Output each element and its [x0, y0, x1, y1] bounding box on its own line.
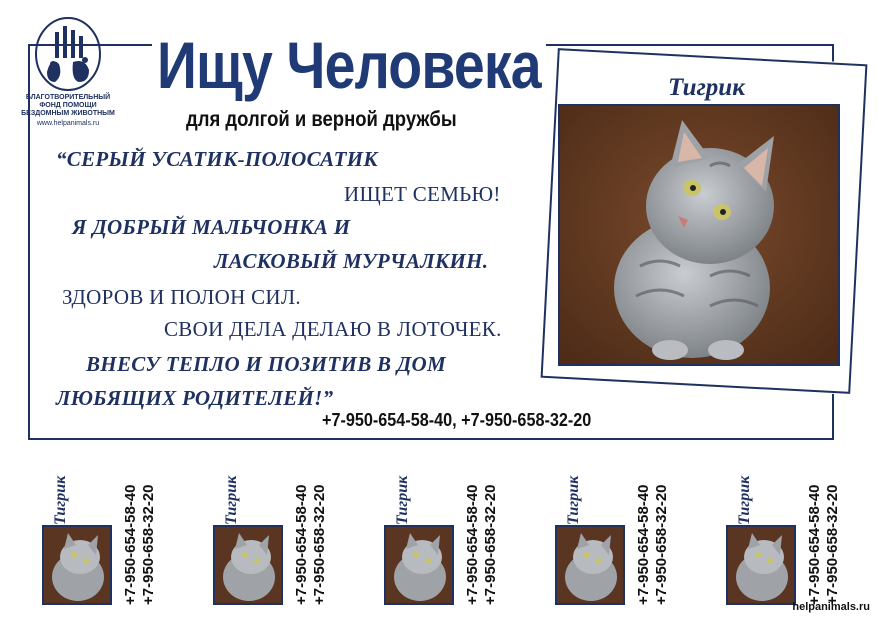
- tear-off-photo: [555, 525, 625, 605]
- logo-text-line: БЛАГОТВОРИТЕЛЬНЫЙ: [25, 94, 111, 101]
- cat-thumbnail-image: [728, 527, 794, 603]
- tear-off-phone: +7-950-658-32-20: [311, 484, 328, 605]
- contact-phones: +7-950-654-58-40, +7-950-658-32-20: [322, 410, 592, 430]
- tear-off-name: Тигрик: [223, 475, 240, 525]
- subheadline: для долгой и верной дружбы: [186, 108, 457, 131]
- tear-off-phone: +7-950-654-58-40: [464, 484, 481, 605]
- foundation-logo: [18, 14, 118, 140]
- tear-off-name: Тигрик: [394, 475, 411, 525]
- tear-off-phone: +7-950-654-58-40: [806, 484, 823, 605]
- tear-off-phone: +7-950-654-58-40: [635, 484, 652, 605]
- tear-off-phone: +7-950-654-58-40: [122, 484, 139, 605]
- tear-off-photo: [384, 525, 454, 605]
- verse-line: ЗДОРОВ И ПОЛОН СИЛ.: [62, 285, 301, 309]
- logo-text-line: ФОНД ПОМОЩИ: [39, 102, 97, 109]
- cat-thumbnail-image: [386, 527, 452, 603]
- cat-thumbnail-image: [44, 527, 110, 603]
- tear-off-strip[interactable]: [199, 455, 349, 613]
- tear-off-photo: [213, 525, 283, 605]
- cat-thumbnail-image: [557, 527, 623, 603]
- tear-off-name: Тигрик: [736, 475, 753, 525]
- site-url: helpanimals.ru: [792, 601, 870, 613]
- tear-off-photo: [42, 525, 112, 605]
- cat-photo: [558, 104, 840, 366]
- tear-off-strip[interactable]: [370, 455, 520, 613]
- animals-logo-icon: [33, 14, 103, 92]
- tear-off-strip[interactable]: [712, 455, 862, 613]
- tear-off-strip[interactable]: [541, 455, 691, 613]
- tear-off-phone: +7-950-658-32-20: [653, 484, 670, 605]
- verse-line: “СЕРЫЙ УСАТИК-ПОЛОСАТИК: [56, 147, 378, 171]
- tear-off-name: Тигрик: [565, 475, 582, 525]
- tear-off-photo: [726, 525, 796, 605]
- tear-off-name: Тигрик: [52, 475, 69, 525]
- verse-line: ВНЕСУ ТЕПЛО И ПОЗИТИВ В ДОМ: [86, 352, 446, 376]
- tear-off-phone: +7-950-658-32-20: [482, 484, 499, 605]
- tear-off-strip[interactable]: [28, 455, 178, 613]
- verse-line: ЛЮБЯЩИХ РОДИТЕЛЕЙ!”: [56, 386, 334, 410]
- cat-photo-image: [560, 106, 838, 364]
- cat-thumbnail-image: [215, 527, 281, 603]
- tear-off-phone: +7-950-658-32-20: [824, 484, 841, 605]
- verse-line: Я ДОБРЫЙ МАЛЬЧОНКА И: [72, 215, 351, 239]
- verse-line: СВОИ ДЕЛА ДЕЛАЮ В ЛОТОЧЕК.: [164, 317, 502, 341]
- tear-off-phone: +7-950-658-32-20: [140, 484, 157, 605]
- tear-off-phone: +7-950-654-58-40: [293, 484, 310, 605]
- cat-name: Тигрик: [668, 74, 745, 101]
- verse-line: ЛАСКОВЫЙ МУРЧАЛКИН.: [214, 249, 489, 273]
- logo-text-line: БЕЗДОМНЫМ ЖИВОТНЫМ: [21, 110, 115, 117]
- headline: Ищу Человека: [152, 32, 546, 98]
- logo-url: www.helpanimals.ru: [36, 120, 100, 127]
- verse-line: ИЩЕТ СЕМЬЮ!: [344, 182, 501, 206]
